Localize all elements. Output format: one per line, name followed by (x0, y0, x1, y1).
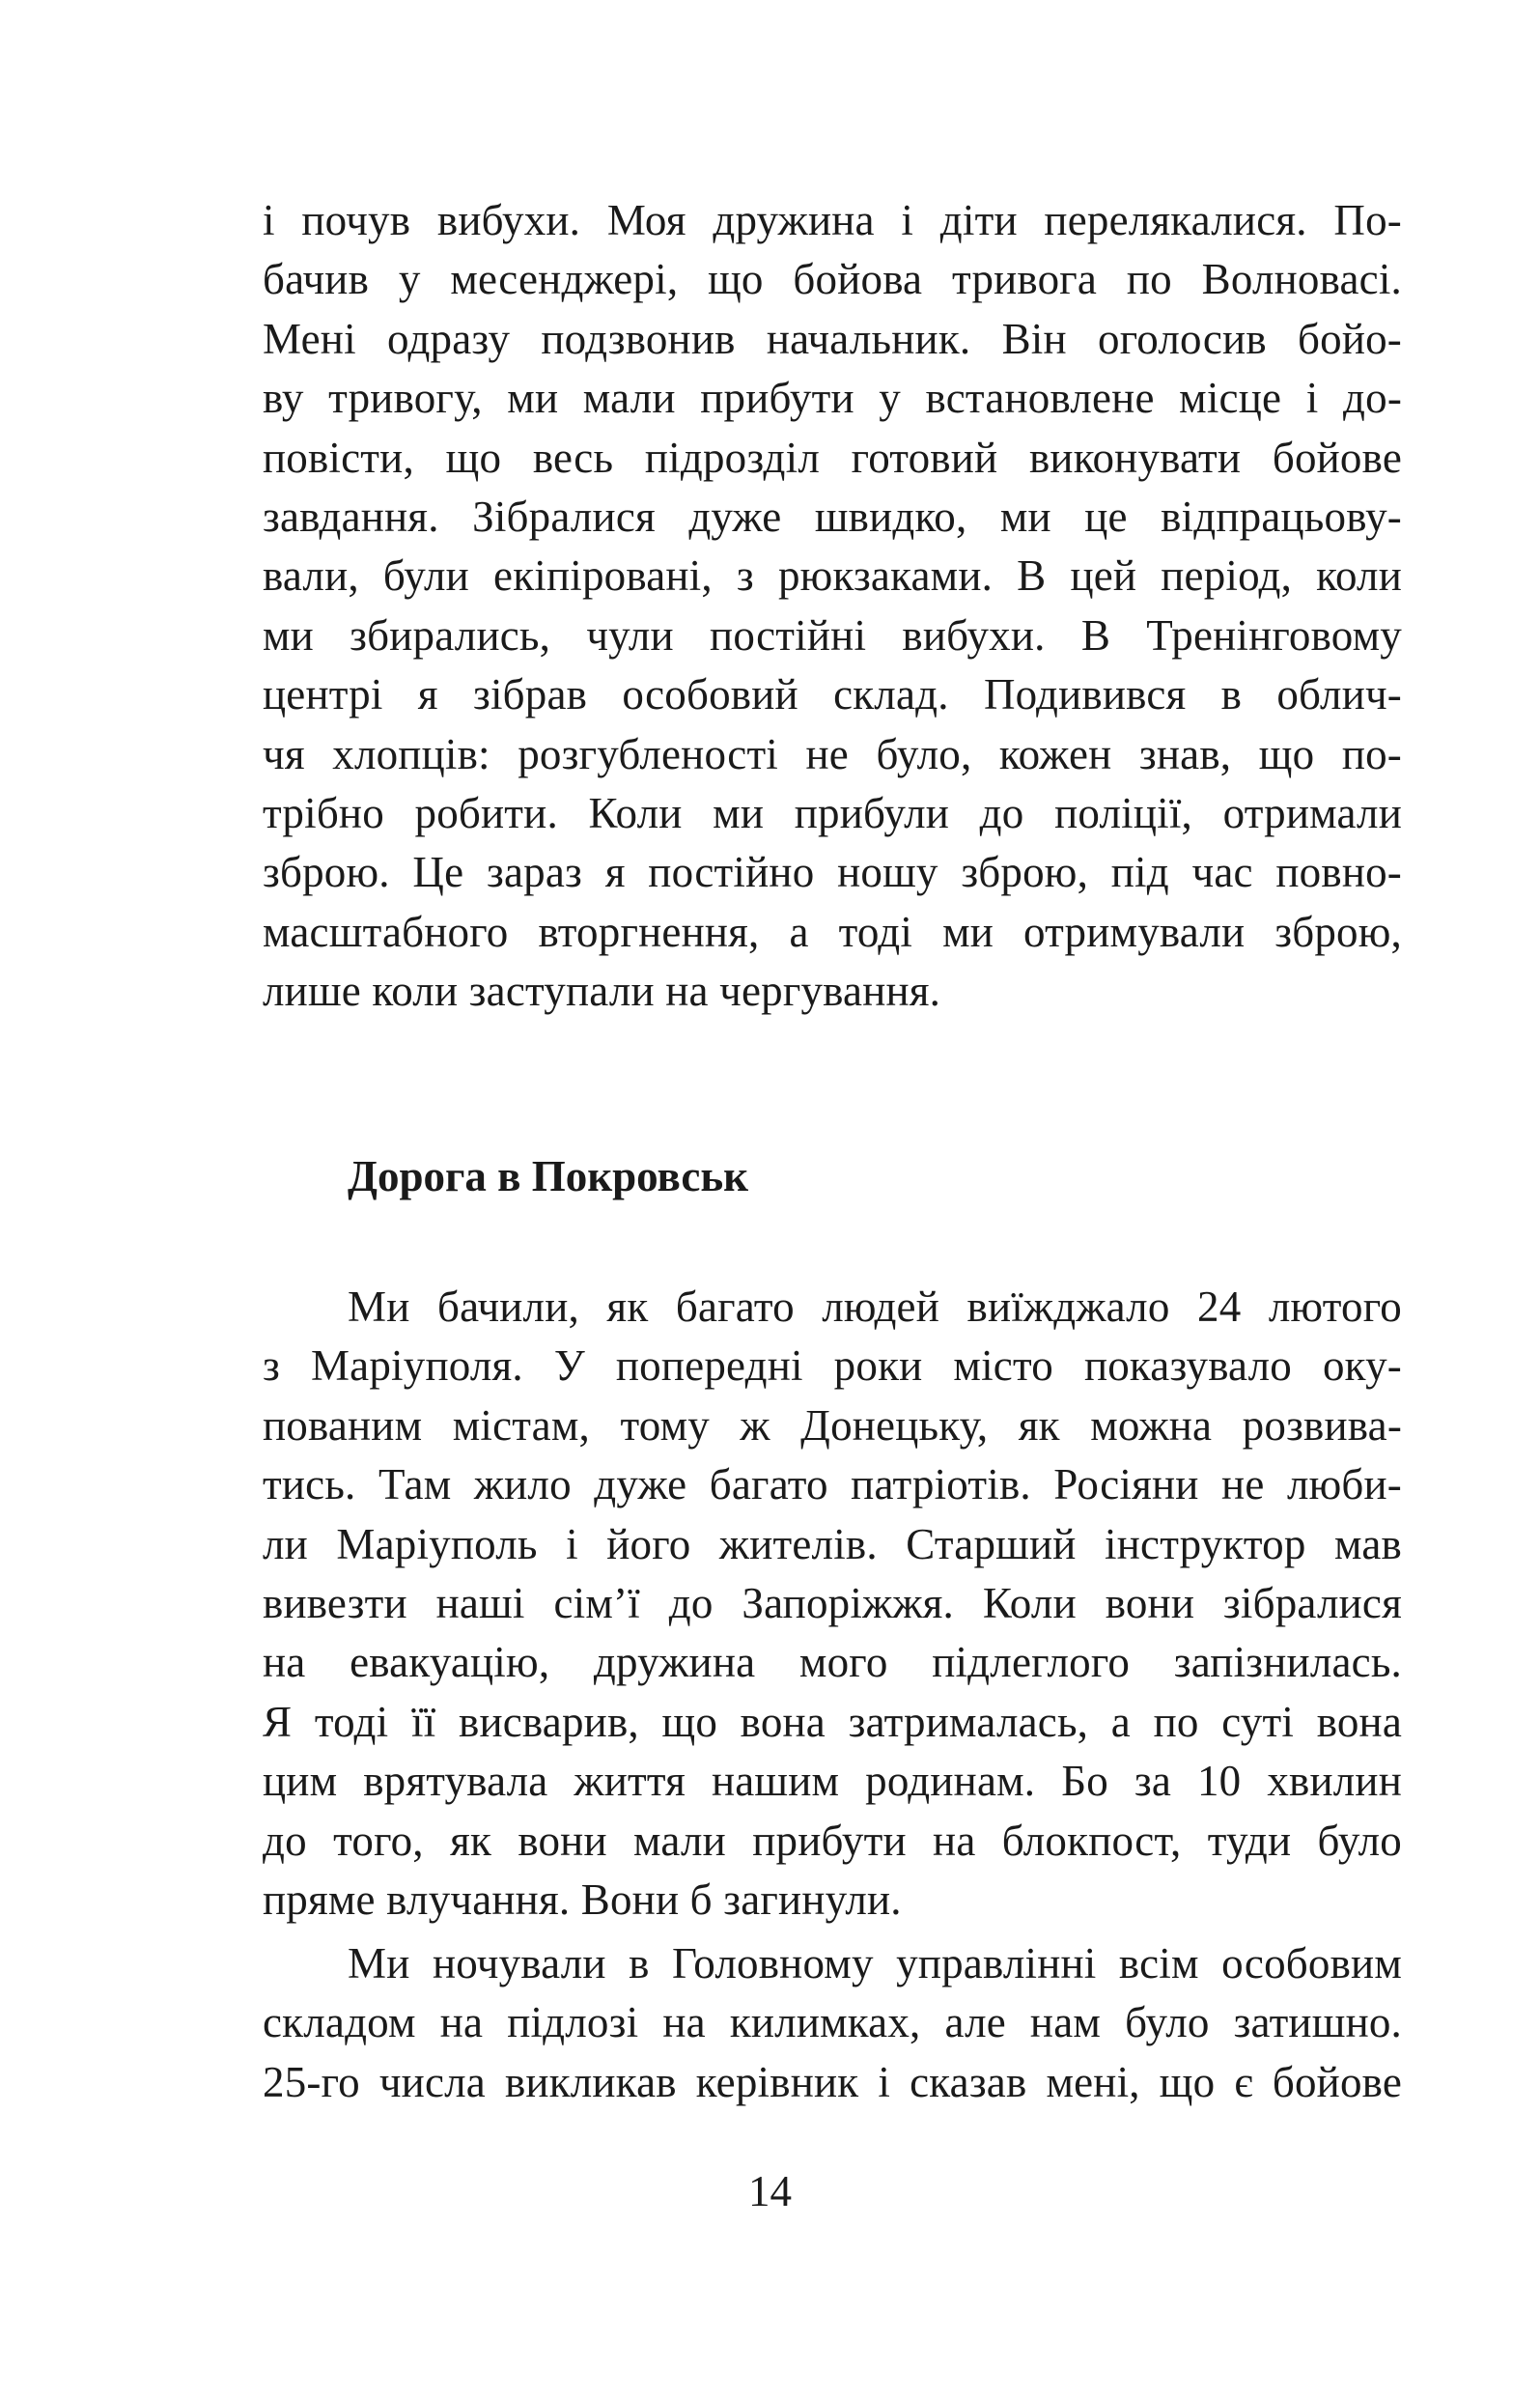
paragraph (263, 1278, 1402, 1930)
text-line: Ми бачили, як багато людей виїжджало 24 лютого (348, 1283, 1402, 1331)
text-line: Я тоді її висварив, що вона затрималась, а по суті вона (263, 1697, 1402, 1746)
text-line: вали, були екіпіровані, з рюкзаками. В цей період, коли (263, 551, 1402, 601)
text-line: пованим містам, тому ж Донецьку, як можна розвива- (263, 1400, 1402, 1450)
text-line: лише коли заступали на чергування. (263, 967, 941, 1016)
text-line: центрі я зібрав особовий склад. Подивився в облич- (263, 670, 1402, 719)
text-line: трібно робити. Коли ми прибули до поліції, отримали (263, 788, 1402, 837)
text-line: на евакуацію, дружина мого підлеглого запізнилась. (263, 1638, 1402, 1687)
text-line: до того, як вони мали прибути на блокпост, туди було (263, 1816, 1402, 1865)
text-line: цим врятувала життя нашим родинам. Бо за 10 хвилин (263, 1757, 1402, 1806)
text-line: тись. Там жило дуже багато патріотів. Росіяни не люби- (263, 1460, 1402, 1509)
text-line: чя хлопців: розгубленості не було, кожен знав, що по- (263, 729, 1402, 778)
text-line: і почув вибухи. Моя дружина і діти перелякалися. По- (263, 196, 1402, 244)
section-heading: Дорога в Покровськ (348, 1152, 749, 1200)
paragraph (263, 1934, 1402, 2112)
text-line: бачив у месенджері, що бойова тривога по Волновасі. (263, 255, 1402, 304)
text-line: завдання. Зібралися дуже швидко, ми це відпрацьову- (263, 492, 1402, 541)
text-line: ми збирались, чули постійні вибухи. В Тренінговому (263, 610, 1402, 660)
text-line: зброю. Це зараз я постійно ношу зброю, під час повно- (263, 848, 1402, 897)
paragraph-continuation (263, 191, 1402, 1021)
text-line: складом на підлозі на килимках, але нам було затишно. (263, 1998, 1402, 2047)
text-line: ву тривогу, ми мали прибути у встановлене місце і до- (263, 374, 1402, 423)
text-line: Мені одразу подзвонив начальник. Він оголосив бойо- (263, 314, 1402, 363)
text-line: Ми ночували в Головному управлінні всім особовим (348, 1939, 1402, 1987)
text-line: масштабного вторгнення, а тоді ми отримували зброю, (263, 907, 1402, 956)
text-line: ли Маріуполь і його жителів. Старший інструктор мав (263, 1519, 1402, 1568)
text-line: вивезти наші сім’ї до Запоріжжя. Коли вони зібралися (263, 1578, 1402, 1627)
page-number: 14 (748, 2167, 792, 2215)
text-line: пряме влучання. Вони б загинули. (263, 1875, 902, 1924)
text-line: 25-го числа викликав керівник і сказав мені, що є бойове (263, 2057, 1402, 2106)
text-line: повісти, що весь підрозділ готовий виконувати бойове (263, 433, 1402, 482)
text-line: з Маріуполя. У попередні роки місто показувало оку- (263, 1341, 1402, 1391)
